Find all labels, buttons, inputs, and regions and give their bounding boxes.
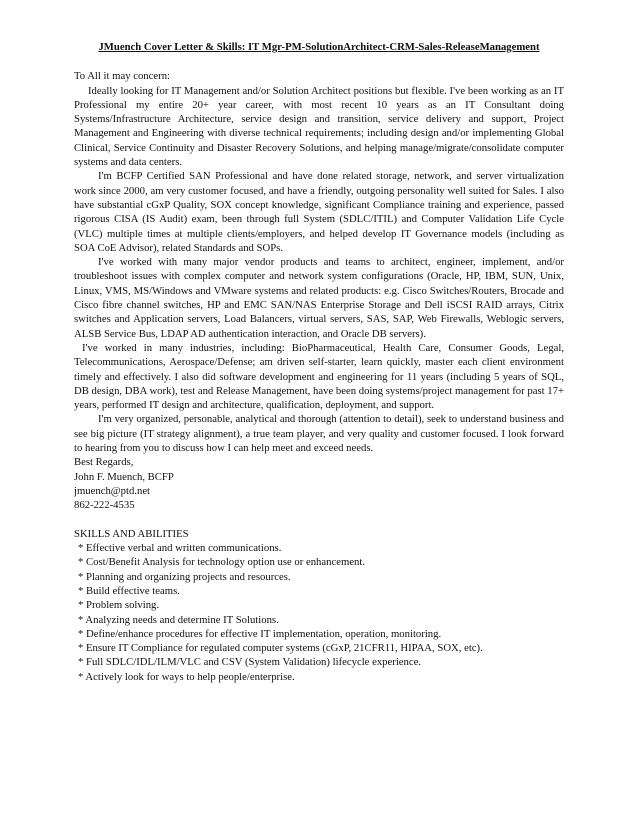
- skills-list: [74, 541, 564, 684]
- skills-heading: SKILLS AND ABILITIES: [74, 527, 189, 540]
- paragraph-intro: Ideally looking for IT Management and/or Solution Architect positions but flexible. I've been working as an IT Professional my entire 20+ year career, with most recent 10 years as an IT Consultant doing Systems/Infrastructure Architecture, service design and transition, service delivery and support, Project Management and Engineering with diverse technical requirements; including design and/or implementing Global Clinical, Service Continuity and Disaster Recovery Solutions, and helping manage/migrate/consolidate computer systems and data centers.: [74, 84, 564, 169]
- skills-item: * Analyzing needs and determine IT Solutions.: [78, 613, 279, 626]
- signature-name: John F. Muench, BCFP: [74, 470, 174, 483]
- signature-phone: 862-222-4535: [74, 499, 135, 512]
- document-title: JMuench Cover Letter & Skills: IT Mgr-PM-SolutionArchitect-CRM-Sales-ReleaseManagement: [98, 41, 540, 53]
- skills-item: * Cost/Benefit Analysis for technology option use or enhancement.: [78, 556, 366, 569]
- closing: Best Regards,: [74, 456, 134, 469]
- skills-item: * Planning and organizing projects and resources.: [78, 570, 291, 583]
- paragraph-certifications: I'm BCFP Certified SAN Professional and have done related storage, network, and server virtualization work since 2000, am very customer focused, and have a friendly, outgoing personality well suited for Sales. I also have substantial cGxP Quality, SOX concept knowledge, significant Compliance training and experience, passed rigorous CISA (IS Audit) exam, been through full System (SDLC/ITIL) and Computer Validation Life Cycle (VLC) multiple times at multiple clients/employers, and helped develop IT Governance models (including as SOA CoE Advisor), related Standards and SOPs.: [74, 170, 564, 254]
- skills-item: * Build effective teams.: [78, 584, 180, 597]
- skills-item: * Problem solving.: [78, 599, 160, 612]
- skills-item: * Actively look for ways to help people/enterprise.: [78, 670, 295, 683]
- skills-item: * Full SDLC/IDL/ILM/VLC and CSV (System Validation) lifecycle experience.: [78, 656, 422, 669]
- skills-item: * Define/enhance procedures for effective IT implementation, operation, monitoring.: [78, 627, 442, 640]
- paragraph-personal-qualities: I'm very organized, personable, analytical and thorough (attention to detail), seek to understand business and see big picture (IT strategy alignment), a true team player, and very quality and customer focused. I look forward to hearing from you to discuss how I can help meet and exceed needs.: [74, 413, 564, 455]
- paragraph-vendor-experience: I've worked with many major vendor products and teams to architect, engineer, implement, and/or troubleshoot issues with complex computer and network system configurations (Oracle, HP, IBM, SUN, Unix, Linux, VMS, MS/Windows and VMware systems and related products: e.g. Cisco Switches/Routers, Brocade and Cisco fibre channel switches, HP and EMC SAN/NAS Enterprise Storage and Dell iSCSI RAID arrays, Citrix switches and Application servers, Load Balancers, virtual servers, SAS, SAP, Web Firewalls, Weblogic servers, ALSB Service Bus, LDAP AD authentication interaction, and Oracle DB servers).: [74, 256, 564, 340]
- section-spacer: [74, 513, 564, 527]
- skills-item: * Ensure IT Compliance for regulated computer systems (cGxP, 21CFR11, HIPAA, SOX, etc).: [78, 642, 483, 655]
- paragraph-industries: I've worked in many industries, including: BioPharmaceutical, Health Care, Consumer Goods, Legal, Telecommunications, Aerospace/Defense; am driven self-starter, learn quickly, master each client environment timely and effectively. I also did software development and engineering for 11 years (including 5 years of SQL, DB design, DBA work), test and Release Management, have been doing systems/project management for past 17+ years, performed IT design and architecture, qualification, deployment, and support.: [74, 341, 564, 412]
- greeting: To All it may concern:: [74, 70, 171, 83]
- signature-email: jmuench@ptd.net: [74, 484, 151, 497]
- skills-item: * Effective verbal and written communications.: [78, 542, 282, 555]
